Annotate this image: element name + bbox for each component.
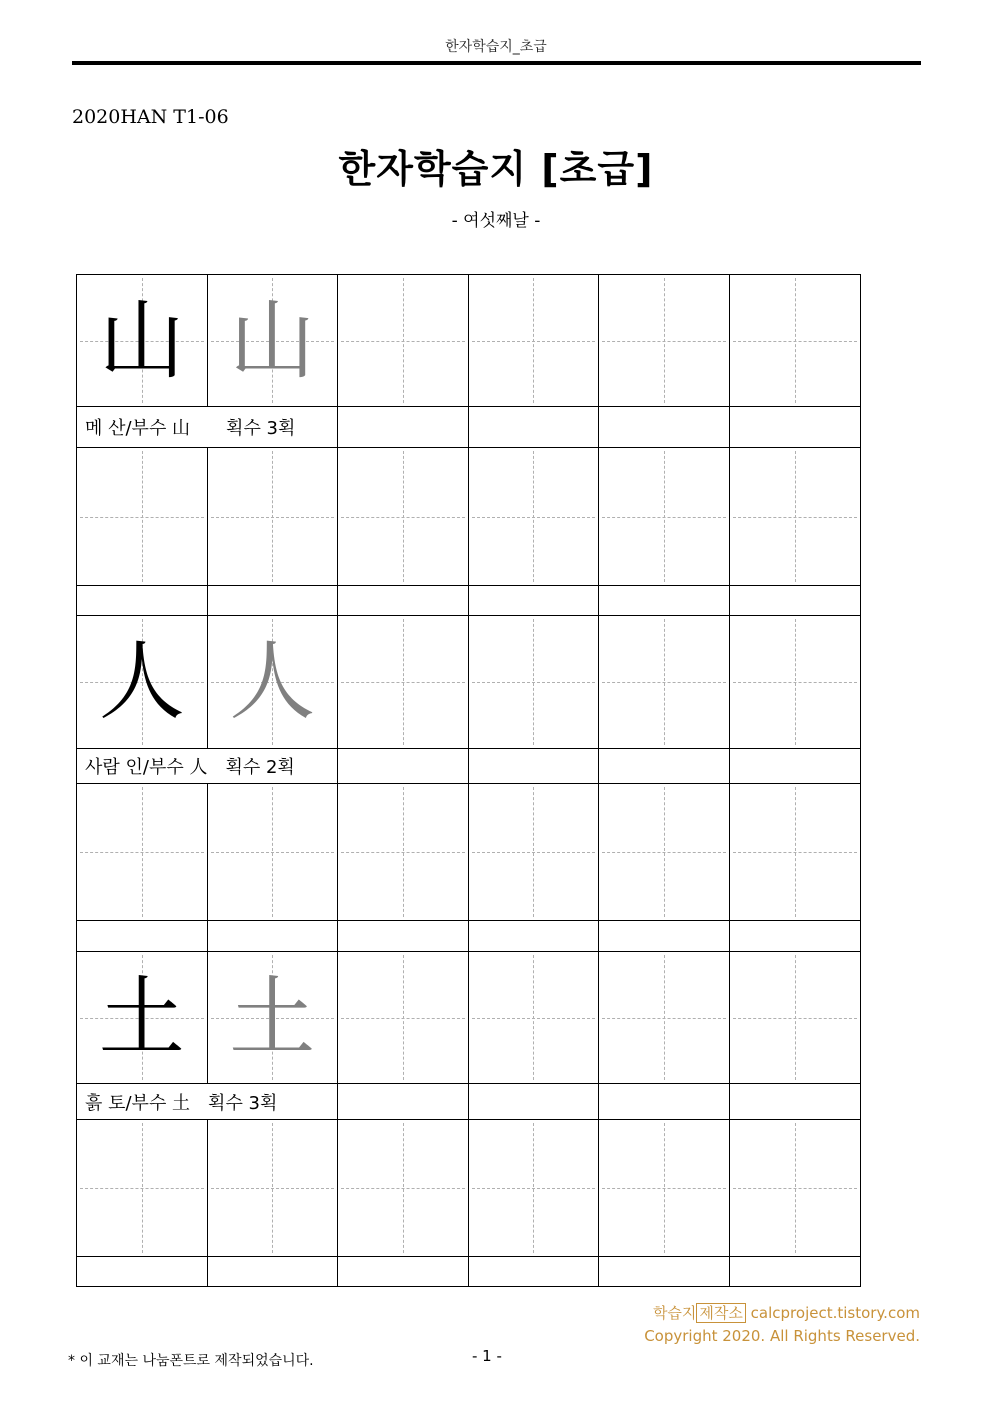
- info-blank-cell: [730, 407, 861, 448]
- copyright: Copyright 2020. All Rights Reserved.: [644, 1327, 920, 1345]
- blank-cell: [469, 1257, 600, 1286]
- practice-grid: [76, 274, 861, 1287]
- trace-character: 土: [229, 967, 316, 1068]
- writing-cell[interactable]: [77, 952, 208, 1084]
- practice-row: [77, 448, 860, 586]
- guide-line-horizontal: [472, 1018, 596, 1019]
- info-row: [77, 407, 860, 448]
- guide-line-horizontal: [472, 341, 596, 342]
- writing-cell[interactable]: [469, 952, 600, 1084]
- writing-cell[interactable]: [208, 616, 339, 749]
- info-blank-cell: [469, 1084, 600, 1120]
- writing-cell[interactable]: [208, 784, 339, 921]
- guide-line-horizontal: [602, 1188, 726, 1189]
- practice-row: [77, 1120, 860, 1257]
- blank-row: [77, 586, 860, 616]
- model-character: 山: [98, 290, 185, 391]
- info-blank-cell: [469, 749, 600, 784]
- info-row: [77, 749, 860, 784]
- page-title: 한자학습지 [초급]: [338, 147, 654, 191]
- guide-line-horizontal: [472, 682, 596, 683]
- blank-cell: [77, 586, 208, 616]
- guide-line-horizontal: [211, 852, 335, 853]
- guide-line-horizontal: [733, 852, 858, 853]
- info-blank-cell: [599, 1084, 730, 1120]
- blank-row: [77, 921, 860, 952]
- blank-cell: [599, 921, 730, 952]
- guide-line-horizontal: [341, 682, 465, 683]
- running-header: 한자학습지_초급: [445, 39, 547, 55]
- writing-cell[interactable]: [599, 952, 730, 1084]
- guide-line-horizontal: [472, 1188, 596, 1189]
- blank-cell: [599, 1257, 730, 1286]
- credit-prefix: 학습지: [652, 1304, 697, 1322]
- writing-cell[interactable]: [599, 616, 730, 749]
- model-character: 人: [98, 632, 185, 732]
- character-info: 메 산/부수 山 획수 3획: [77, 407, 338, 448]
- writing-cell[interactable]: [730, 448, 861, 586]
- blank-cell: [338, 586, 469, 616]
- writing-cell[interactable]: [469, 1120, 600, 1257]
- blank-cell: [338, 1257, 469, 1286]
- blank-cell: [599, 586, 730, 616]
- writing-cell[interactable]: [208, 448, 339, 586]
- document-code: 2020HAN T1-06: [72, 106, 229, 128]
- trace-character: 山: [229, 290, 316, 391]
- guide-line-horizontal: [602, 1018, 726, 1019]
- writing-cell[interactable]: [338, 952, 469, 1084]
- character-info: 흙 토/부수 土 획수 3획: [77, 1084, 338, 1120]
- writing-cell[interactable]: [338, 1120, 469, 1257]
- writing-cell[interactable]: [599, 1120, 730, 1257]
- blank-cell: [469, 921, 600, 952]
- writing-cell[interactable]: [469, 784, 600, 921]
- info-blank-cell: [338, 1084, 469, 1120]
- writing-cell[interactable]: [338, 784, 469, 921]
- header-rule: [72, 61, 921, 65]
- info-blank-cell: [338, 749, 469, 784]
- writing-cell[interactable]: [730, 275, 861, 407]
- blank-cell: [469, 586, 600, 616]
- credit-line: [653, 1302, 920, 1323]
- writing-cell[interactable]: [77, 1120, 208, 1257]
- blank-row: [77, 1257, 860, 1286]
- guide-line-horizontal: [733, 1188, 858, 1189]
- writing-cell[interactable]: [77, 616, 208, 749]
- guide-line-horizontal: [211, 517, 335, 518]
- writing-cell[interactable]: [208, 1120, 339, 1257]
- font-note: * 이 교재는 나눔폰트로 제작되었습니다.: [68, 1353, 314, 1369]
- blank-cell: [208, 586, 339, 616]
- writing-cell[interactable]: [469, 448, 600, 586]
- writing-cell[interactable]: [730, 784, 861, 921]
- info-blank-cell: [338, 407, 469, 448]
- practice-row: [77, 952, 860, 1084]
- credit-boxed: 제작소: [696, 1303, 745, 1323]
- guide-line-horizontal: [602, 852, 726, 853]
- guide-line-horizontal: [80, 1188, 204, 1189]
- writing-cell[interactable]: [730, 1120, 861, 1257]
- blank-cell: [77, 921, 208, 952]
- model-character: 土: [98, 967, 185, 1068]
- writing-cell[interactable]: [469, 275, 600, 407]
- guide-line-horizontal: [602, 682, 726, 683]
- page-number: - 1 -: [472, 1347, 502, 1365]
- guide-line-horizontal: [602, 517, 726, 518]
- writing-cell[interactable]: [77, 784, 208, 921]
- practice-row: [77, 784, 860, 921]
- guide-line-horizontal: [472, 852, 596, 853]
- guide-line-horizontal: [733, 1018, 858, 1019]
- info-blank-cell: [599, 407, 730, 448]
- info-blank-cell: [469, 407, 600, 448]
- guide-line-horizontal: [341, 1018, 465, 1019]
- info-row: [77, 1084, 860, 1120]
- blank-cell: [77, 1257, 208, 1286]
- writing-cell[interactable]: [599, 448, 730, 586]
- guide-line-horizontal: [602, 341, 726, 342]
- guide-line-horizontal: [341, 1188, 465, 1189]
- writing-cell[interactable]: [338, 616, 469, 749]
- page-subtitle: - 여섯째날 -: [451, 211, 541, 231]
- blank-cell: [338, 921, 469, 952]
- guide-line-horizontal: [472, 517, 596, 518]
- blank-cell: [208, 1257, 339, 1286]
- writing-cell[interactable]: [599, 275, 730, 407]
- blank-cell: [730, 586, 861, 616]
- writing-cell[interactable]: [730, 616, 861, 749]
- writing-cell[interactable]: [77, 448, 208, 586]
- guide-line-horizontal: [733, 682, 858, 683]
- info-blank-cell: [599, 749, 730, 784]
- info-blank-cell: [730, 1084, 861, 1120]
- guide-line-horizontal: [341, 341, 465, 342]
- blank-cell: [208, 921, 339, 952]
- practice-row: [77, 275, 860, 407]
- guide-line-horizontal: [341, 852, 465, 853]
- guide-line-horizontal: [80, 517, 204, 518]
- credit-site: calcproject.tistory.com: [745, 1304, 920, 1322]
- writing-cell[interactable]: [730, 952, 861, 1084]
- writing-cell[interactable]: [208, 275, 339, 407]
- info-blank-cell: [730, 749, 861, 784]
- blank-cell: [730, 921, 861, 952]
- guide-line-horizontal: [733, 341, 858, 342]
- writing-cell[interactable]: [599, 784, 730, 921]
- character-info: 사람 인/부수 人 획수 2획: [77, 749, 338, 784]
- guide-line-horizontal: [211, 1188, 335, 1189]
- writing-cell[interactable]: [338, 275, 469, 407]
- writing-cell[interactable]: [208, 952, 339, 1084]
- guide-line-horizontal: [341, 517, 465, 518]
- writing-cell[interactable]: [77, 275, 208, 407]
- writing-cell[interactable]: [469, 616, 600, 749]
- practice-row: [77, 616, 860, 749]
- guide-line-horizontal: [733, 517, 858, 518]
- writing-cell[interactable]: [338, 448, 469, 586]
- trace-character: 人: [229, 632, 316, 732]
- guide-line-horizontal: [80, 852, 204, 853]
- blank-cell: [730, 1257, 861, 1286]
